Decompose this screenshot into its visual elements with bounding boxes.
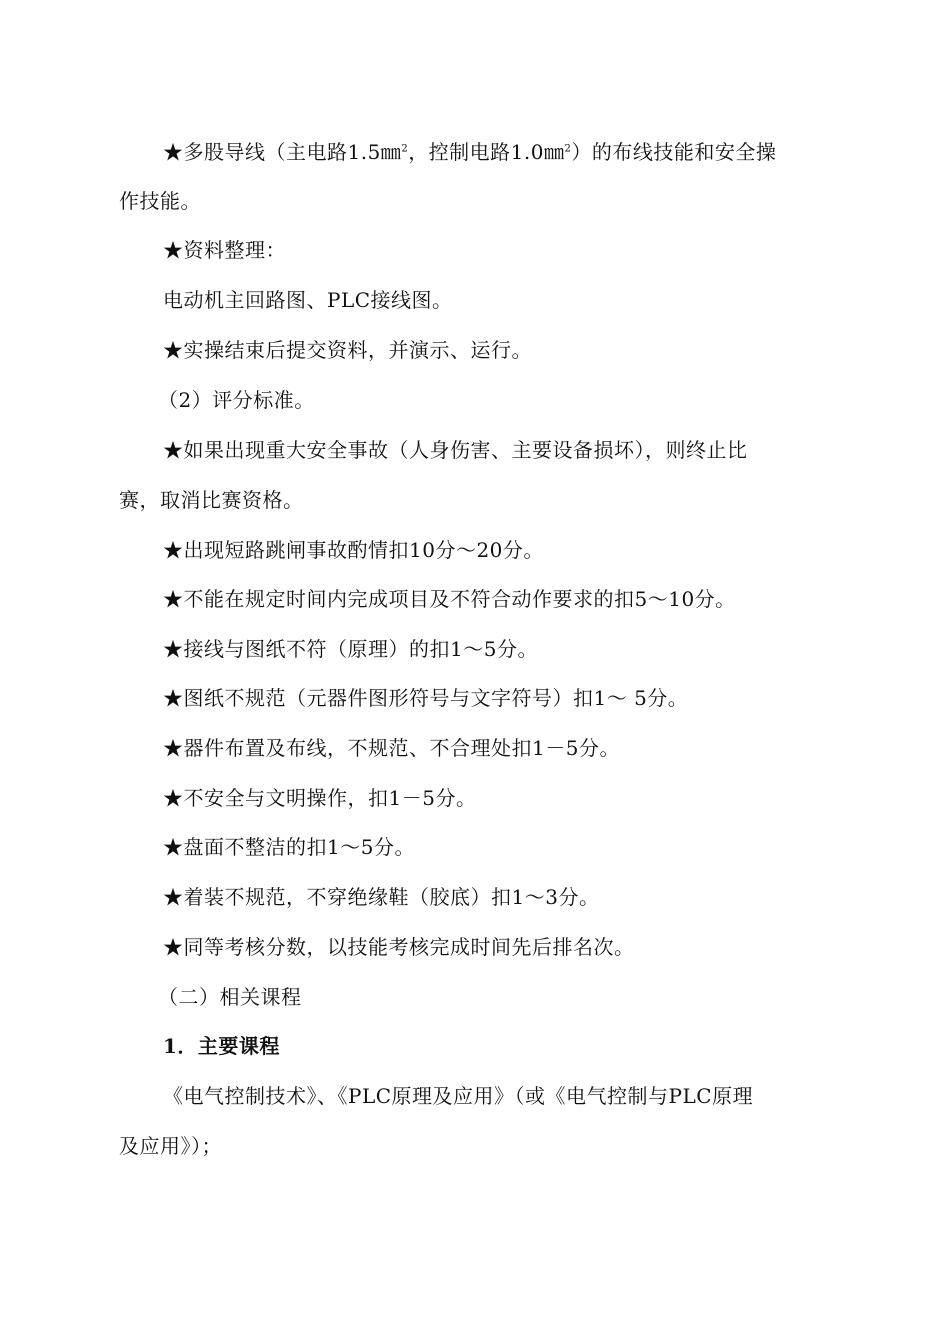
text-segment: ）的布线技能和安全操 xyxy=(571,140,777,164)
paragraph-tidiness: ★盘面不整洁的扣1～5分。 xyxy=(163,835,415,859)
section-heading-related-courses: （二）相关课程 xyxy=(158,985,302,1009)
text-segment: ，控制电路1.0㎜ xyxy=(408,140,565,164)
paragraph-accident: ★如果出现重大安全事故（人身伤害、主要设备损坏），则终止比 xyxy=(163,438,748,462)
paragraph-safety: ★不安全与文明操作，扣1－5分。 xyxy=(163,786,477,810)
subheading-main-courses: 1．主要课程 xyxy=(163,1034,280,1058)
paragraph-ranking: ★同等考核分数，以技能考核完成时间先后排名次。 xyxy=(163,935,635,959)
paragraph-wiring-mismatch: ★接线与图纸不符（原理）的扣1～5分。 xyxy=(163,637,538,661)
paragraph-scoring-heading: （2）评分标准。 xyxy=(158,388,315,412)
paragraph-documents: ★资料整理： xyxy=(163,238,286,262)
paragraph-attire: ★着装不规范，不穿绝缘鞋（胶底）扣1～3分。 xyxy=(163,885,600,909)
paragraph-course-list-cont: 及应用》）； xyxy=(119,1134,222,1158)
paragraph-wiring-skill xyxy=(163,138,776,166)
paragraph-diagrams: 电动机主回路图、PLC接线图。 xyxy=(163,288,453,312)
paragraph-course-list: 《电气控制技术》、《PLC原理及应用》（或《电气控制与PLC原理 xyxy=(163,1084,754,1108)
paragraph-short-circuit: ★出现短路跳闸事故酌情扣10分～20分。 xyxy=(163,538,544,562)
superscript: 2 xyxy=(564,143,572,155)
text-segment: ★多股导线（主电路1.5㎜ xyxy=(163,140,402,164)
paragraph-wiring-skill-cont: 作技能。 xyxy=(119,189,201,213)
superscript: 2 xyxy=(401,143,409,155)
paragraph-submit: ★实操结束后提交资料，并演示、运行。 xyxy=(163,338,532,362)
paragraph-drawing-standard: ★图纸不规范（元器件图形符号与文字符号）扣1～ 5分。 xyxy=(163,686,689,710)
paragraph-accident-cont: 赛，取消比赛资格。 xyxy=(119,488,304,512)
paragraph-time-limit: ★不能在规定时间内完成项目及不符合动作要求的扣5～10分。 xyxy=(163,587,736,611)
paragraph-layout: ★器件布置及布线，不规范、不合理处扣1－5分。 xyxy=(163,736,620,760)
